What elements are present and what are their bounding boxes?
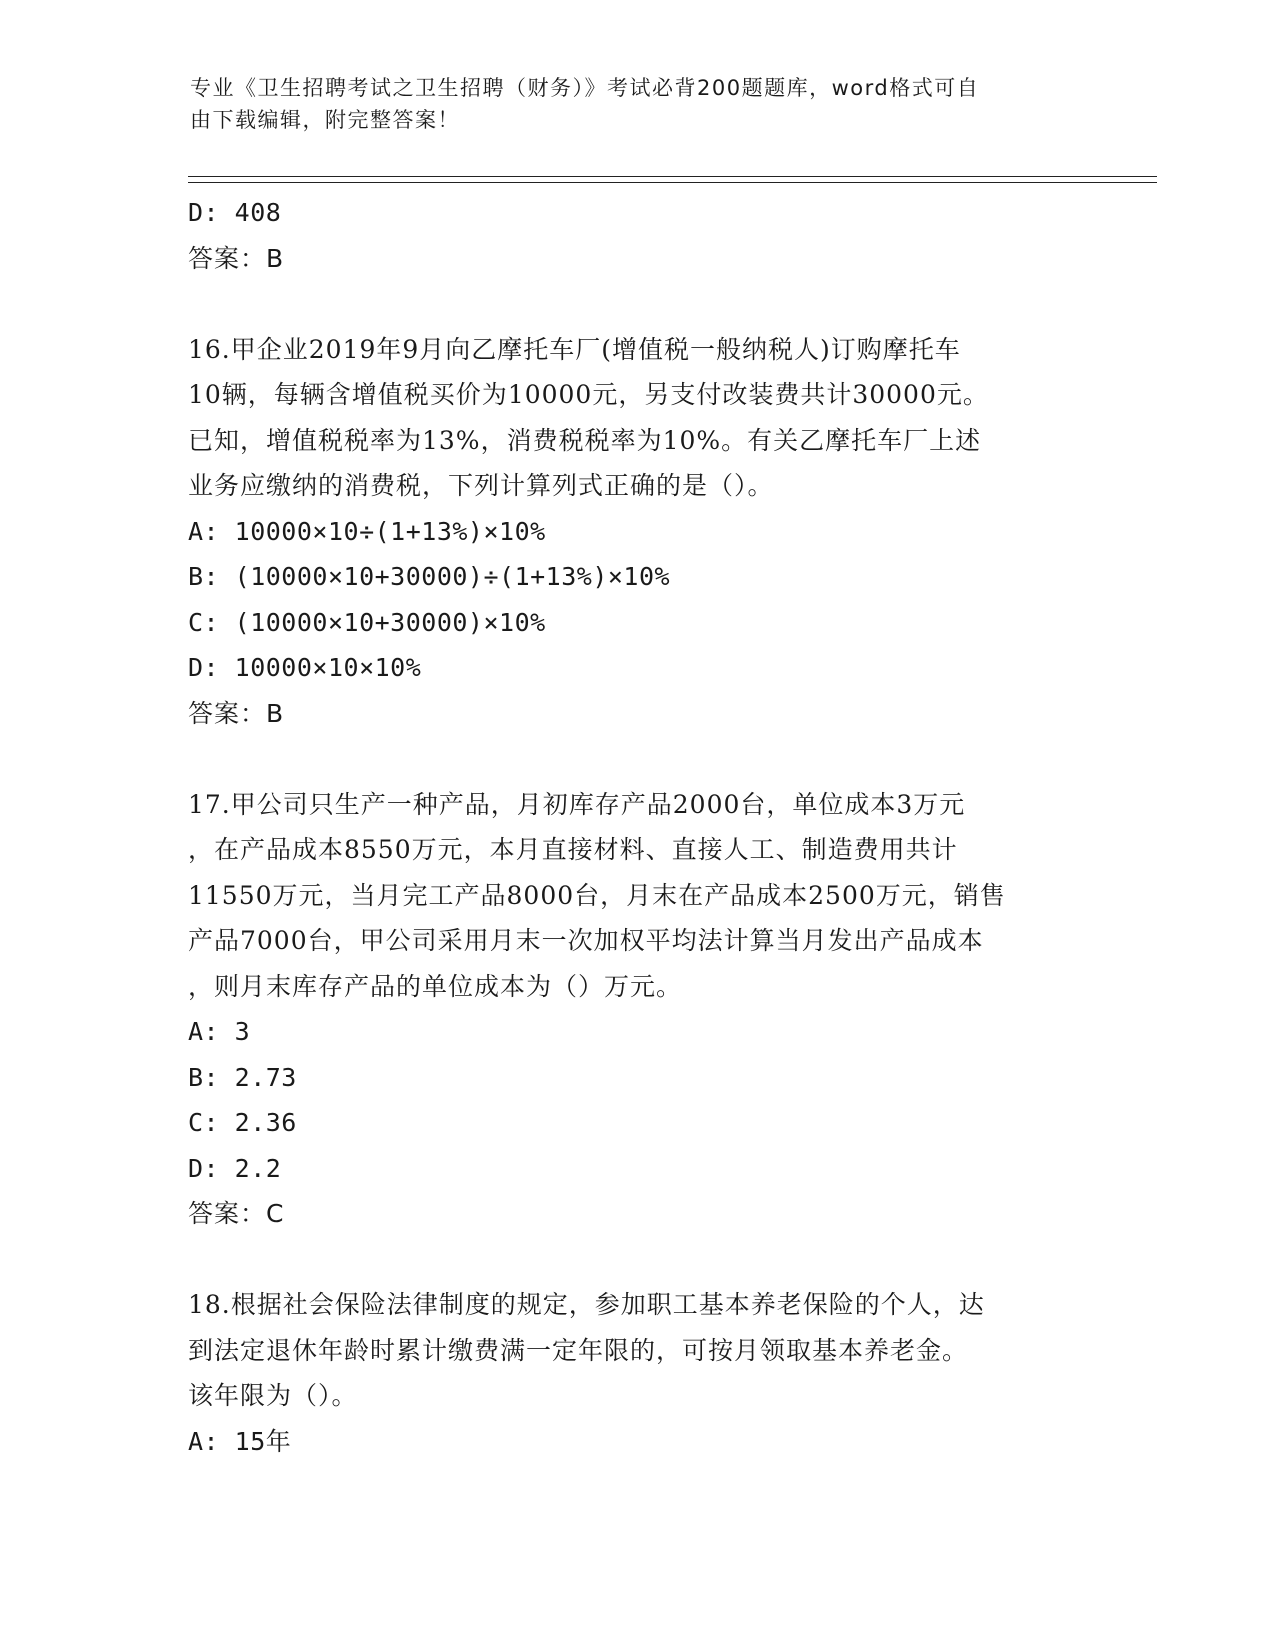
question-text-line: 16.甲企业2019年9月向乙摩托车厂(增值税一般纳税人)订购摩托车 [188, 334, 961, 364]
option-d: D: 10000×10×10% [188, 653, 422, 682]
prev-answer: 答案：B [188, 243, 285, 273]
question-text-line: 该年限为（）。 [188, 1381, 358, 1410]
question-text-line: ，在产品成本8550万元，本月直接材料、直接人工、制造费用共计 [188, 835, 958, 864]
option-a: A: 10000×10÷(1+13%)×10% [188, 516, 546, 546]
option-c: C: 2.36 [188, 1108, 297, 1137]
option-c: C: (10000×10+30000)×10% [188, 607, 546, 637]
prev-option-d: D: 408 [188, 198, 282, 227]
option-b: B: (10000×10+30000)÷(1+13%)×10% [188, 562, 671, 591]
header-divider-top [188, 176, 1157, 177]
question-text-line: ，则月末库存产品的单位成本为（）万元。 [188, 971, 683, 1001]
question-content [188, 190, 1088, 1464]
spacer [188, 736, 1088, 782]
answer: 答案：C [188, 1199, 285, 1228]
question-text-line: 业务应缴纳的消费税，下列计算列式正确的是（）。 [188, 471, 774, 500]
header-divider-bottom [188, 182, 1157, 183]
question-text-line: 产品7000台，甲公司采用月末一次加权平均法计算当月发出产品成本 [188, 926, 984, 955]
question-18 [188, 1282, 1088, 1464]
option-b: B: 2.73 [188, 1062, 297, 1092]
question-17 [188, 782, 1088, 1237]
header-line-1: 专业《卫生招聘考试之卫生招聘（财务）》考试必背200题题库，word格式可自 [190, 76, 980, 100]
spacer [188, 1237, 1088, 1283]
header-line-2: 由下载编辑，附完整答案！ [190, 108, 460, 132]
answer: 答案：B [188, 698, 285, 728]
question-text-line: 到法定退休年龄时累计缴费满一定年限的，可按月领取基本养老金。 [188, 1335, 969, 1365]
option-a: A: 3 [188, 1017, 251, 1046]
question-16 [188, 327, 1088, 737]
document-header [190, 72, 1070, 136]
option-d: D: 2.2 [188, 1153, 282, 1183]
question-text-line: 11550万元，当月完工产品8000台，月末在产品成本2500万元，销售 [188, 880, 1006, 910]
question-text-line: 10辆，每辆含增值税买价为10000元，另支付改装费共计30000元。 [188, 380, 989, 409]
question-text-line: 17.甲公司只生产一种产品，月初库存产品2000台，单位成本3万元 [188, 789, 966, 819]
spacer [188, 281, 1088, 327]
option-a: A: 15年 [188, 1426, 292, 1456]
question-text-line: 18.根据社会保险法律制度的规定，参加职工基本养老保险的个人，达 [188, 1290, 985, 1319]
question-text-line: 已知，增值税税率为13%，消费税税率为10%。有关乙摩托车厂上述 [188, 425, 982, 455]
